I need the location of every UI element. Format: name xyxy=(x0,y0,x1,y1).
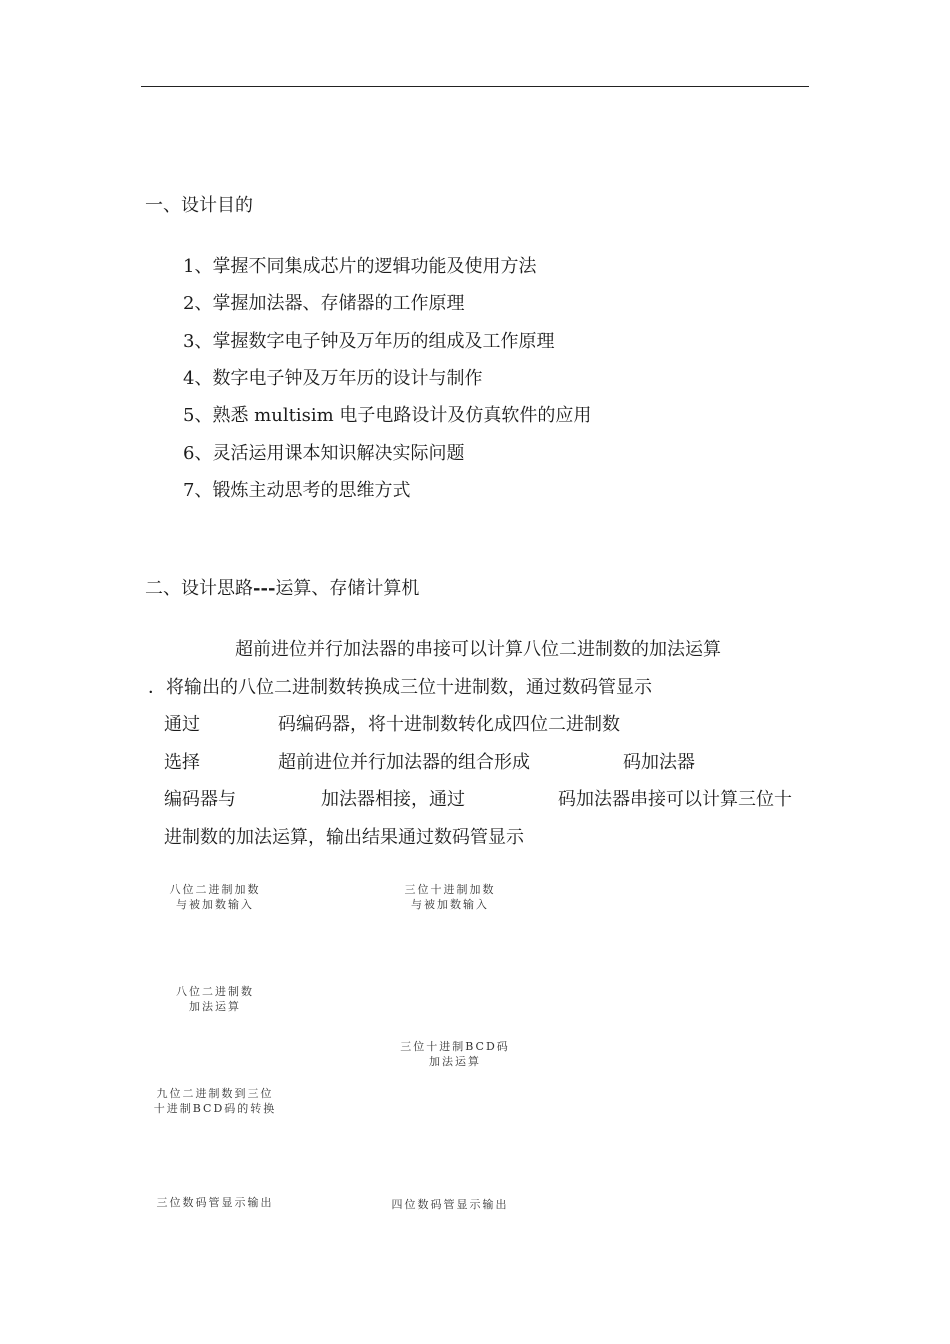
section2-heading-pre: 二、设计思路 xyxy=(145,578,253,599)
diagram-box-4digit-display: 四位数码管显示输出 xyxy=(391,1198,509,1211)
section2-heading-post: 运算、存储计算机 xyxy=(275,578,420,599)
diagram-box-bcd-adder xyxy=(385,1039,525,1069)
box2-line1: 三位十进制加数 xyxy=(404,883,496,896)
box5-line2: 十进制BCD码的转换 xyxy=(153,1102,277,1115)
section2-heading xyxy=(145,578,419,600)
box3-line2: 加法运算 xyxy=(189,1000,241,1013)
design-para-line-6: 进制数的加法运算，输出结果通过数码管显示 xyxy=(164,827,524,848)
box2-line2: 与被加数输入 xyxy=(411,898,489,911)
design-para-line-1: 超前进位并行加法器的串接可以计算八位二进制数的加法运算 xyxy=(235,639,721,660)
box1-line2: 与被加数输入 xyxy=(176,898,254,911)
goal-item-4: 4、数字电子钟及万年历的设计与制作 xyxy=(183,368,483,389)
diagram-box-3digit-display: 三位数码管显示输出 xyxy=(156,1196,274,1209)
box3-line1: 八位二进制数 xyxy=(176,985,254,998)
box5-line1: 九位二进制数到三位 xyxy=(156,1087,274,1100)
design-para-line-5a: 编码器与 xyxy=(164,789,236,810)
section1-heading: 一、设计目的 xyxy=(145,195,253,216)
goal-item-1: 1、掌握不同集成芯片的逻辑功能及使用方法 xyxy=(183,256,537,277)
diagram-box-bin-to-bcd xyxy=(140,1086,290,1116)
design-para-line-4b: 超前进位并行加法器的组合形成 xyxy=(278,752,530,773)
design-para-line-5c: 码加法器串接可以计算三位十 xyxy=(558,789,792,810)
design-para-line-4a: 选择 xyxy=(164,752,200,773)
section2-heading-dash: --- xyxy=(253,578,276,599)
diagram-box-decimal-input xyxy=(380,882,520,912)
design-para-line-3b: 码编码器，将十进制数转化成四位二进制数 xyxy=(278,714,620,735)
design-para-line-4c: 码加法器 xyxy=(623,752,695,773)
design-para-line-5b: 加法器相接，通过 xyxy=(321,789,465,810)
box1-line1: 八位二进制加数 xyxy=(169,883,261,896)
goal-item-5: 5、熟悉 multisim 电子电路设计及仿真软件的应用 xyxy=(183,405,592,426)
goal-item-2: 2、掌握加法器、存储器的工作原理 xyxy=(183,293,465,314)
header-rule xyxy=(141,86,809,87)
diagram-box-binary-input xyxy=(150,882,280,912)
diagram-box-binary-adder xyxy=(155,984,275,1014)
goal-item-6: 6、灵活运用课本知识解决实际问题 xyxy=(183,443,465,464)
goal-item-7: 7、锻炼主动思考的思维方式 xyxy=(183,480,411,501)
goal-item-3: 3、掌握数字电子钟及万年历的组成及工作原理 xyxy=(183,331,555,352)
box4-line2: 加法运算 xyxy=(429,1055,481,1068)
design-para-line-3a: 通过 xyxy=(164,714,200,735)
design-para-line-2: ．将输出的八位二进制数转换成三位十进制数，通过数码管显示 xyxy=(148,677,652,698)
box4-line1: 三位十进制BCD码 xyxy=(400,1040,510,1053)
